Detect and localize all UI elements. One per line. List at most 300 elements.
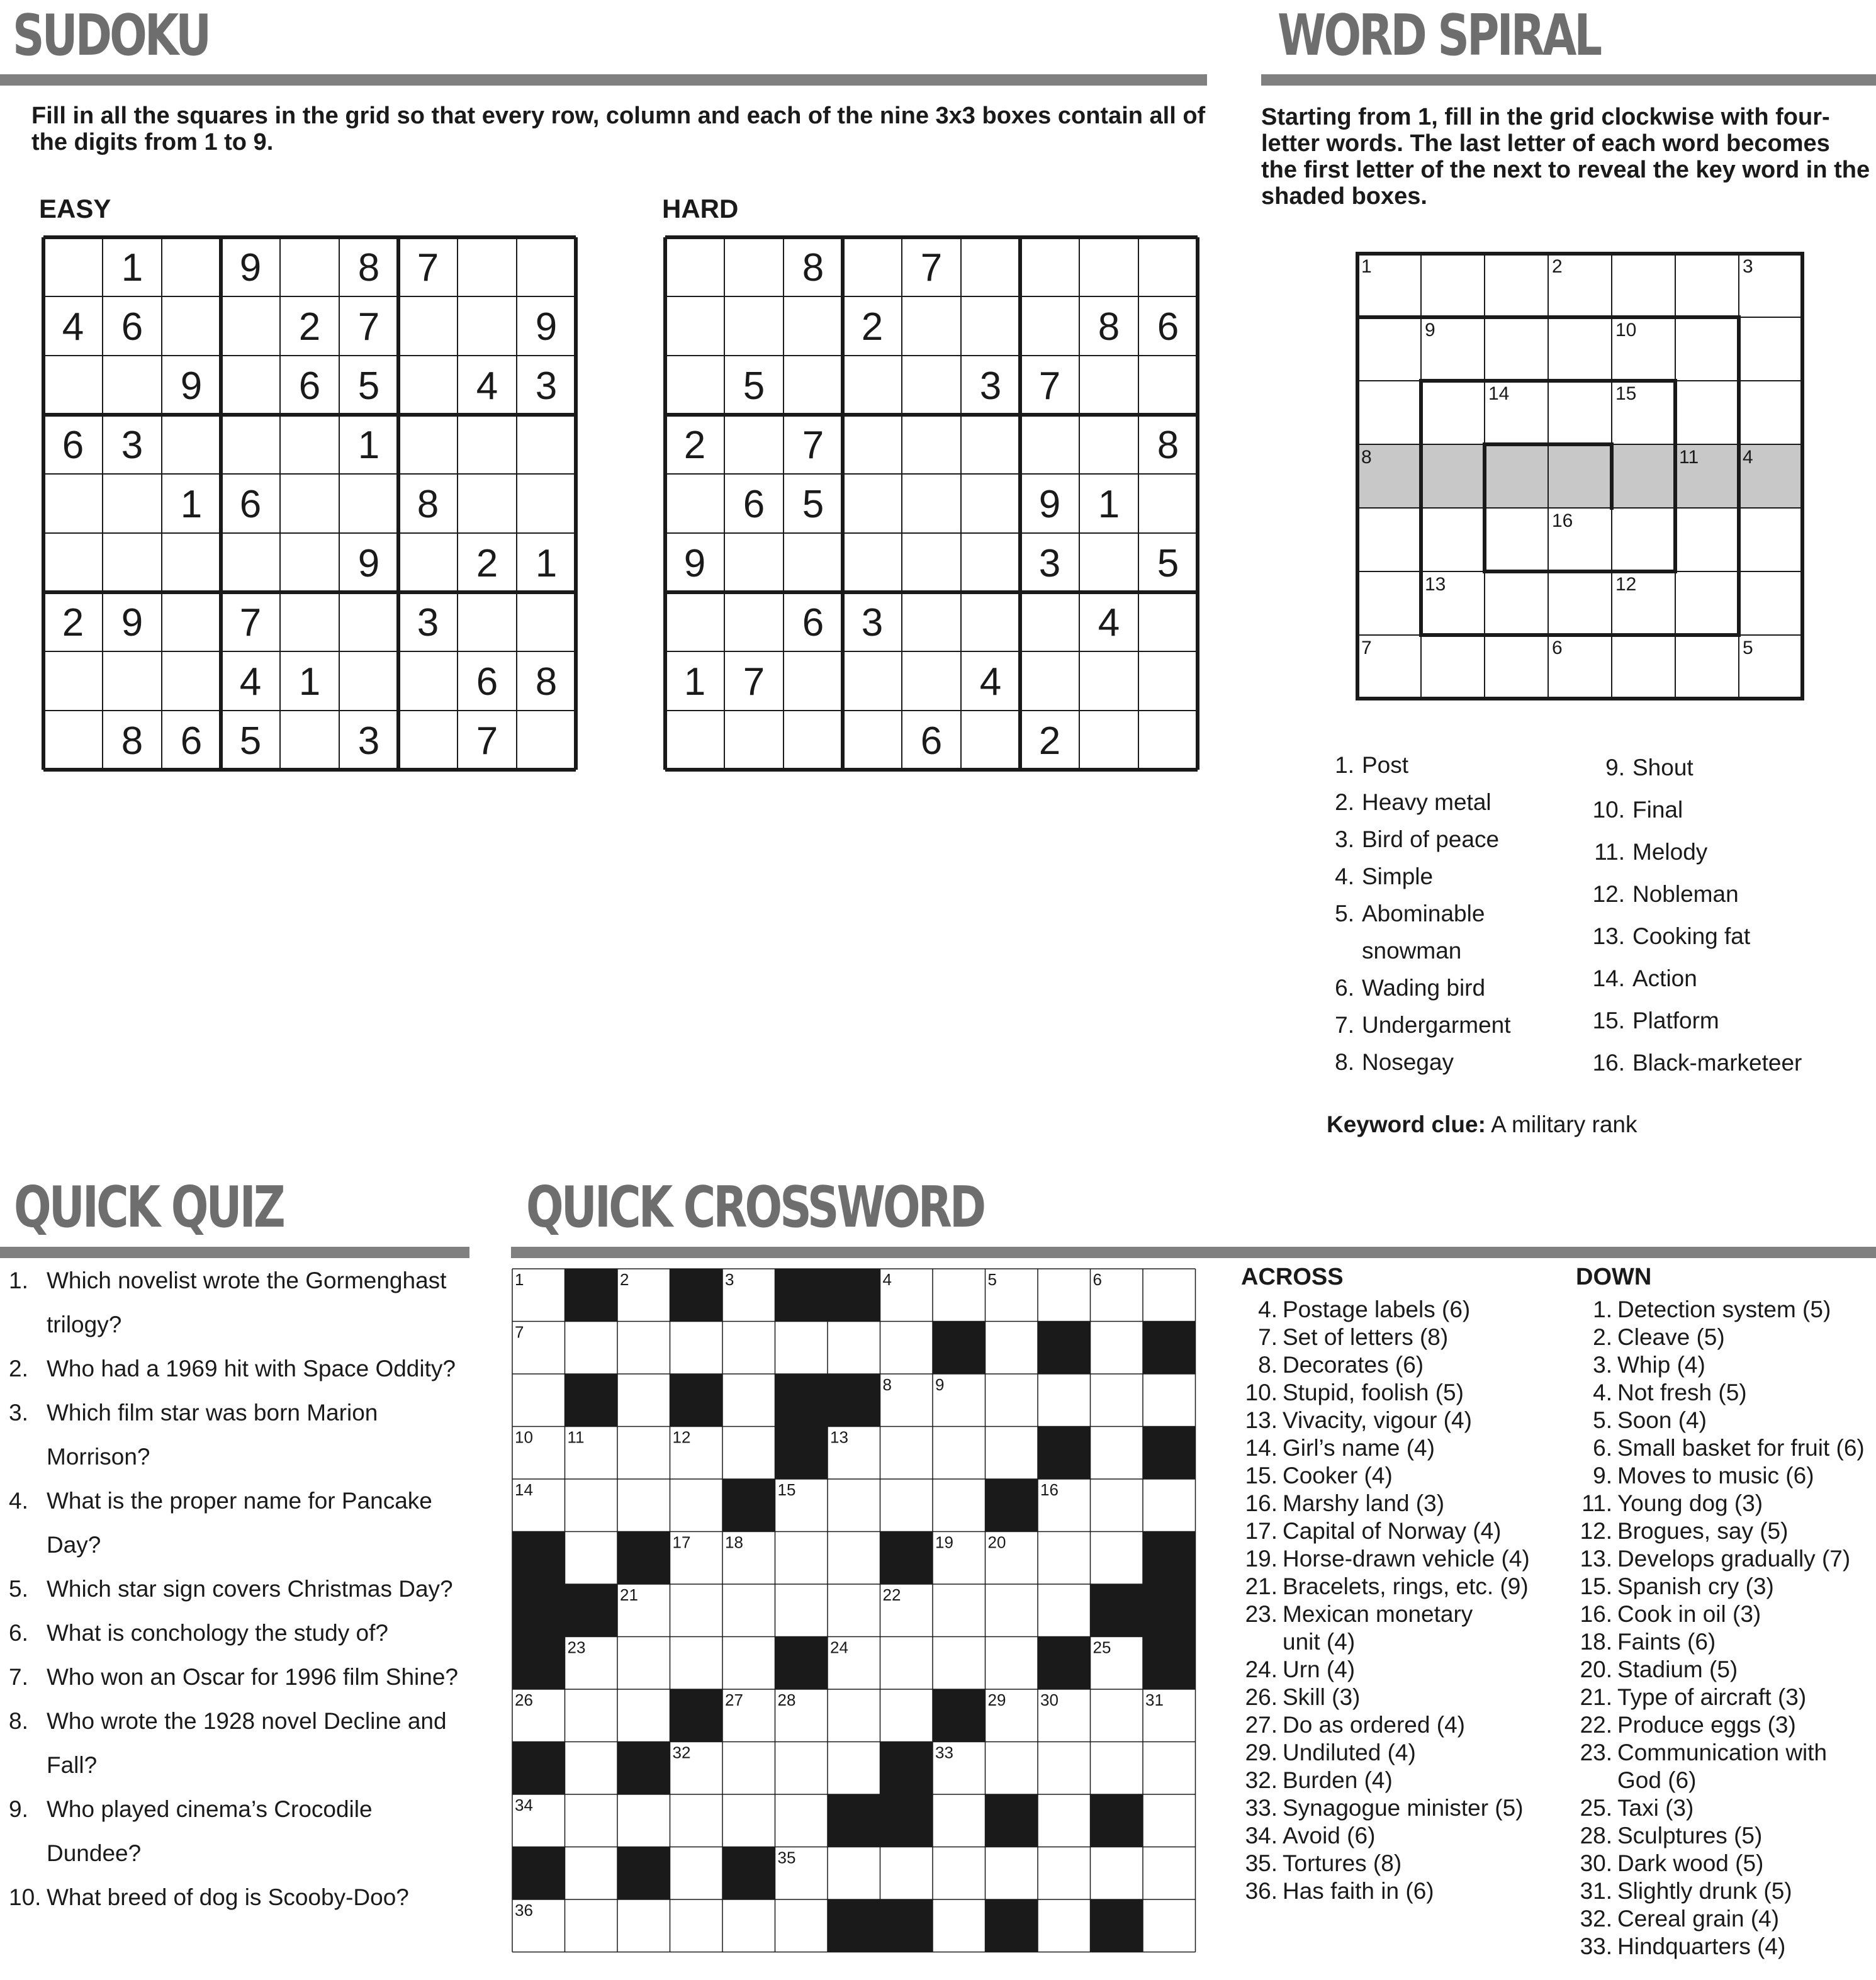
clue-number: 28.: [1580, 1823, 1612, 1848]
question-text: Fall?: [47, 1752, 98, 1778]
sudoku-cell[interactable]: [1081, 653, 1137, 709]
crossword-cell[interactable]: [722, 1584, 775, 1637]
sudoku-given-digit: 2: [683, 424, 706, 467]
sudoku-cell[interactable]: [45, 712, 101, 768]
clue-text: Final: [1632, 797, 1683, 823]
crossword-clue: [1241, 1794, 1556, 1822]
spiral-clue: [1327, 1043, 1511, 1081]
crossword-cell[interactable]: [986, 1427, 1038, 1480]
crossword-black-cell: [933, 1689, 986, 1742]
sudoku-cell[interactable]: [667, 476, 722, 531]
quick-quiz-questions: [9, 1259, 468, 1920]
sudoku-hard-label: HARD: [662, 194, 739, 223]
crossword-black-cell: [670, 1374, 723, 1427]
crossword-cell[interactable]: [670, 1479, 723, 1532]
sudoku-cell[interactable]: [400, 653, 456, 709]
sudoku-cell[interactable]: [726, 535, 782, 590]
crossword-black-cell: [933, 1322, 986, 1375]
clue-number: 33.: [1580, 1933, 1612, 1959]
crossword-cell[interactable]: [1143, 1742, 1196, 1795]
sudoku-cell[interactable]: [459, 417, 515, 472]
sudoku-cell[interactable]: [400, 357, 456, 413]
crossword-cell[interactable]: [722, 1637, 775, 1690]
crossword-cell[interactable]: [986, 1584, 1038, 1637]
sudoku-cell[interactable]: [726, 239, 782, 295]
crossword-black-cell: [512, 1584, 565, 1637]
sudoku-cell[interactable]: [667, 298, 722, 354]
clue-text: Synagogue minister (5): [1283, 1795, 1524, 1821]
word-spiral-grid[interactable]: [1356, 252, 1804, 700]
crossword-cell[interactable]: [828, 1532, 880, 1585]
crossword-cell[interactable]: [1091, 1479, 1143, 1532]
question-text: What is conchology the study of?: [47, 1620, 388, 1646]
sudoku-cell[interactable]: [726, 417, 782, 472]
quiz-question: [9, 1347, 468, 1391]
sudoku-cell[interactable]: [845, 535, 900, 590]
crossword-cell[interactable]: [880, 1847, 933, 1900]
crossword-cell[interactable]: [1091, 1847, 1143, 1900]
crossword-cell[interactable]: [775, 1794, 828, 1847]
sudoku-cell[interactable]: [1140, 712, 1196, 768]
crossword-black-cell: [512, 1742, 565, 1795]
spiral-cell-number: 7: [1361, 638, 1372, 658]
sudoku-cell[interactable]: [667, 357, 722, 413]
clue-number: 10.: [1592, 797, 1625, 823]
crossword-down-clues: [1576, 1264, 1876, 1960]
crossword-cell[interactable]: [617, 1427, 670, 1480]
crossword-cell[interactable]: [722, 1427, 775, 1480]
clue-text: Stupid, foolish (5): [1283, 1380, 1464, 1405]
sudoku-cell[interactable]: [282, 476, 337, 531]
sudoku-cell[interactable]: [400, 417, 456, 472]
sudoku-given-digit: 9: [1038, 483, 1061, 526]
sudoku-given-digit: 5: [802, 483, 824, 526]
crossword-cell[interactable]: [670, 1847, 723, 1900]
spiral-clue: [1327, 746, 1511, 784]
sudoku-cell[interactable]: [164, 298, 219, 354]
crossword-cell-number: 28: [777, 1690, 796, 1709]
crossword-black-cell: [722, 1847, 775, 1900]
sudoku-cell[interactable]: [282, 594, 337, 650]
sudoku-given-digit: 2: [861, 305, 884, 349]
sudoku-cell[interactable]: [904, 298, 959, 354]
sudoku-cell[interactable]: [667, 239, 722, 295]
sudoku-cell[interactable]: [164, 239, 219, 295]
sudoku-cell[interactable]: [400, 298, 456, 354]
crossword-cell[interactable]: [933, 1794, 986, 1847]
crossword-cell[interactable]: [512, 1374, 565, 1427]
sudoku-cell[interactable]: [459, 594, 515, 650]
clue-text: Postage labels (6): [1283, 1297, 1471, 1322]
sudoku-cell[interactable]: [1081, 535, 1137, 590]
sudoku-cell[interactable]: [1022, 417, 1077, 472]
spiral-cell-number: 9: [1425, 320, 1435, 340]
question-text: Morrison?: [47, 1444, 150, 1470]
sudoku-cell[interactable]: [519, 476, 574, 531]
sudoku-cell[interactable]: [45, 476, 101, 531]
clue-number: 12.: [1580, 1518, 1612, 1544]
crossword-cell[interactable]: [880, 1479, 933, 1532]
crossword-cell[interactable]: [828, 1584, 880, 1637]
crossword-black-cell: [880, 1794, 933, 1847]
crossword-cell[interactable]: [775, 1584, 828, 1637]
crossword-cell[interactable]: [1091, 1322, 1143, 1375]
clue-text: Moves to music (6): [1617, 1463, 1814, 1488]
clue-number: 16.: [1592, 1050, 1625, 1076]
sudoku-hard-grid[interactable]: [663, 235, 1199, 772]
sudoku-given-digit: 9: [357, 542, 380, 585]
crossword-cell[interactable]: [1091, 1532, 1143, 1585]
crossword-cell[interactable]: [986, 1637, 1038, 1690]
sudoku-given-digit: 5: [1157, 542, 1179, 585]
crossword-cell[interactable]: [828, 1689, 880, 1742]
sudoku-cell[interactable]: [459, 239, 515, 295]
sudoku-cell[interactable]: [282, 712, 337, 768]
crossword-cell[interactable]: [880, 1637, 933, 1690]
hard-sudoku-svg[interactable]: [663, 235, 1199, 772]
crossword-cell-number: 24: [830, 1638, 848, 1657]
crossword-black-cell: [986, 1899, 1038, 1952]
sudoku-cell[interactable]: [785, 535, 841, 590]
crossword-cell[interactable]: [775, 1899, 828, 1952]
spiral-clue: [1327, 969, 1511, 1006]
sudoku-cell[interactable]: [45, 535, 101, 590]
clue-number: 5.: [1593, 1407, 1612, 1433]
clue-text: Black-marketeer: [1632, 1050, 1802, 1076]
sudoku-cell[interactable]: [282, 535, 337, 590]
sudoku-cell[interactable]: [785, 298, 841, 354]
crossword-cell[interactable]: [933, 1847, 986, 1900]
sudoku-cell[interactable]: [104, 357, 160, 413]
crossword-cell[interactable]: [670, 1584, 723, 1637]
sudoku-cell[interactable]: [164, 417, 219, 472]
crossword-cell[interactable]: [1143, 1899, 1196, 1952]
crossword-cell[interactable]: [670, 1637, 723, 1690]
crossword-clue: [1576, 1573, 1876, 1600]
clue-number: 23.: [1245, 1601, 1278, 1627]
crossword-svg[interactable]: [511, 1268, 1197, 1954]
sudoku-cell[interactable]: [1081, 357, 1137, 413]
sudoku-cell[interactable]: [845, 653, 900, 709]
crossword-cell[interactable]: [828, 1847, 880, 1900]
crossword-cell[interactable]: [933, 1269, 986, 1322]
crossword-cell[interactable]: [617, 1637, 670, 1690]
sudoku-cell[interactable]: [223, 357, 278, 413]
sudoku-cell[interactable]: [1140, 357, 1196, 413]
sudoku-cell[interactable]: [519, 239, 574, 295]
crossword-clue: [1576, 1545, 1876, 1573]
crossword-clue: [1241, 1379, 1556, 1407]
sudoku-cell[interactable]: [341, 653, 396, 709]
crossword-cell[interactable]: [722, 1899, 775, 1952]
crossword-cell[interactable]: [565, 1689, 618, 1742]
crossword-cell[interactable]: [565, 1899, 618, 1952]
sudoku-cell[interactable]: [726, 298, 782, 354]
crossword-cell[interactable]: [565, 1847, 618, 1900]
crossword-black-cell: [775, 1269, 828, 1322]
crossword-cell[interactable]: [722, 1742, 775, 1795]
sudoku-given-digit: 4: [979, 660, 1002, 704]
sudoku-cell[interactable]: [1081, 417, 1137, 472]
crossword-cell[interactable]: [775, 1742, 828, 1795]
sudoku-cell[interactable]: [104, 476, 160, 531]
word-spiral-clues-left: [1327, 746, 1511, 1081]
crossword-cell[interactable]: [775, 1532, 828, 1585]
crossword-cell-number: 16: [1040, 1480, 1059, 1499]
sudoku-cell[interactable]: [963, 298, 1018, 354]
crossword-cell[interactable]: [617, 1479, 670, 1532]
crossword-cell[interactable]: [1038, 1742, 1091, 1795]
sudoku-given-digit: 5: [743, 364, 765, 408]
sudoku-cell[interactable]: [1022, 653, 1077, 709]
clue-text: Set of letters (8): [1283, 1324, 1449, 1350]
crossword-cell[interactable]: [617, 1794, 670, 1847]
sudoku-cell[interactable]: [785, 653, 841, 709]
crossword-cell[interactable]: [617, 1322, 670, 1375]
crossword-cell[interactable]: [617, 1689, 670, 1742]
sudoku-cell[interactable]: [1022, 239, 1077, 295]
sudoku-cell[interactable]: [963, 476, 1018, 531]
question-number: 9.: [9, 1796, 28, 1822]
crossword-cell[interactable]: [986, 1742, 1038, 1795]
crossword-cell[interactable]: [722, 1794, 775, 1847]
clue-text: Develops gradually (7): [1617, 1546, 1851, 1572]
crossword-cell[interactable]: [1038, 1374, 1091, 1427]
crossword-clue: [1241, 1462, 1556, 1490]
crossword-cell[interactable]: [1143, 1847, 1196, 1900]
clue-number: 15.: [1592, 1008, 1625, 1033]
sudoku-cell[interactable]: [104, 535, 160, 590]
spiral-cell-number: 6: [1552, 638, 1563, 658]
crossword-cell[interactable]: [617, 1899, 670, 1952]
clue-number: 11.: [1594, 839, 1625, 865]
sudoku-cell[interactable]: [223, 298, 278, 354]
crossword-cell[interactable]: [670, 1322, 723, 1375]
spiral-clue: [1327, 895, 1511, 932]
clue-number: 36.: [1245, 1878, 1278, 1904]
crossword-cell[interactable]: [933, 1479, 986, 1532]
crossword-cell[interactable]: [986, 1847, 1038, 1900]
sudoku-cell[interactable]: [459, 298, 515, 354]
sudoku-given-digit: 3: [357, 719, 380, 763]
crossword-cell[interactable]: [565, 1479, 618, 1532]
clue-text: Faints (6): [1617, 1629, 1716, 1655]
sudoku-easy-grid[interactable]: [42, 235, 578, 772]
sudoku-cell[interactable]: [963, 535, 1018, 590]
sudoku-cell[interactable]: [282, 417, 337, 472]
sudoku-cell[interactable]: [904, 417, 959, 472]
crossword-black-cell: [986, 1479, 1038, 1532]
crossword-cell-number: 18: [725, 1533, 743, 1552]
crossword-cell[interactable]: [722, 1322, 775, 1375]
crossword-cell[interactable]: [1143, 1794, 1196, 1847]
crossword-cell-number: 34: [515, 1796, 533, 1814]
sudoku-cell[interactable]: [341, 594, 396, 650]
sudoku-cell[interactable]: [845, 239, 900, 295]
crossword-cell[interactable]: [565, 1322, 618, 1375]
sudoku-cell[interactable]: [104, 653, 160, 709]
crossword-cell[interactable]: [933, 1899, 986, 1952]
clue-number: 20.: [1580, 1657, 1612, 1682]
clue-text: Slightly drunk (5): [1617, 1878, 1792, 1904]
crossword-cell[interactable]: [670, 1899, 723, 1952]
sudoku-cell[interactable]: [164, 535, 219, 590]
crossword-cell[interactable]: [1091, 1427, 1143, 1480]
sudoku-cell[interactable]: [726, 594, 782, 650]
clue-text: Girl’s name (4): [1283, 1435, 1435, 1461]
crossword-cell[interactable]: [565, 1794, 618, 1847]
crossword-clue: [1576, 1628, 1876, 1656]
crossword-cell[interactable]: [986, 1374, 1038, 1427]
crossword-cell[interactable]: [1143, 1479, 1196, 1532]
crossword-cell[interactable]: [1091, 1742, 1143, 1795]
crossword-cell-number: 27: [725, 1690, 743, 1709]
crossword-clue: [1576, 1877, 1876, 1905]
crossword-cell[interactable]: [1038, 1794, 1091, 1847]
sudoku-given-digit: 9: [535, 305, 558, 349]
sudoku-given-digit: 8: [535, 660, 558, 704]
crossword-black-cell: [1143, 1584, 1196, 1637]
word-spiral-svg[interactable]: [1356, 252, 1804, 700]
crossword-clue: [1241, 1296, 1556, 1324]
crossword-clue: [1576, 1324, 1876, 1351]
crossword-cell[interactable]: [828, 1742, 880, 1795]
sudoku-cell[interactable]: [904, 594, 959, 650]
sudoku-cell[interactable]: [519, 712, 574, 768]
crossword-black-cell: [617, 1847, 670, 1900]
sudoku-cell[interactable]: [164, 653, 219, 709]
sudoku-cell[interactable]: [667, 712, 722, 768]
crossword-grid[interactable]: [511, 1268, 1197, 1954]
spiral-clue: [1592, 999, 1802, 1042]
sudoku-cell[interactable]: [45, 239, 101, 295]
sudoku-cell[interactable]: [223, 417, 278, 472]
crossword-cell[interactable]: [933, 1584, 986, 1637]
crossword-cell[interactable]: [617, 1374, 670, 1427]
sudoku-cell[interactable]: [519, 594, 574, 650]
sudoku-cell[interactable]: [341, 476, 396, 531]
sudoku-cell[interactable]: [400, 712, 456, 768]
sudoku-cell[interactable]: [845, 417, 900, 472]
sudoku-cell[interactable]: [1022, 298, 1077, 354]
sudoku-cell[interactable]: [963, 417, 1018, 472]
clue-text: Bird of peace: [1362, 826, 1500, 852]
sudoku-cell[interactable]: [282, 239, 337, 295]
sudoku-cell[interactable]: [45, 653, 101, 709]
sudoku-cell[interactable]: [519, 417, 574, 472]
crossword-cell[interactable]: [565, 1742, 618, 1795]
crossword-cell-number: 31: [1145, 1690, 1164, 1709]
crossword-cell[interactable]: [1038, 1269, 1091, 1322]
crossword-cell[interactable]: [670, 1794, 723, 1847]
crossword-cell[interactable]: [775, 1322, 828, 1375]
clue-text: Bracelets, rings, etc. (9): [1283, 1573, 1529, 1599]
crossword-cell[interactable]: [1143, 1374, 1196, 1427]
sudoku-cell[interactable]: [904, 357, 959, 413]
sudoku-cell[interactable]: [963, 712, 1018, 768]
sudoku-cell[interactable]: [785, 712, 841, 768]
crossword-cell[interactable]: [722, 1374, 775, 1427]
sudoku-cell[interactable]: [904, 476, 959, 531]
sudoku-cell[interactable]: [785, 357, 841, 413]
crossword-cell-number: 33: [935, 1743, 953, 1762]
sudoku-given-digit: 5: [357, 364, 380, 408]
crossword-cell[interactable]: [1038, 1899, 1091, 1952]
sudoku-cell[interactable]: [845, 476, 900, 531]
crossword-cell[interactable]: [565, 1532, 618, 1585]
sudoku-given-digit: 8: [417, 483, 439, 526]
sudoku-cell[interactable]: [459, 476, 515, 531]
question-text: trilogy?: [47, 1312, 122, 1337]
sudoku-cell[interactable]: [1140, 239, 1196, 295]
crossword-cell[interactable]: [880, 1427, 933, 1480]
crossword-cell-number: 25: [1092, 1638, 1111, 1657]
sudoku-cell[interactable]: [164, 594, 219, 650]
crossword-cell[interactable]: [880, 1689, 933, 1742]
crossword-cell[interactable]: [1038, 1584, 1091, 1637]
clue-text: Wading bird: [1362, 975, 1486, 1001]
sudoku-cell[interactable]: [904, 535, 959, 590]
sudoku-cell[interactable]: [400, 535, 456, 590]
sudoku-cell[interactable]: [1081, 712, 1137, 768]
question-number: 8.: [9, 1708, 28, 1734]
crossword-cell[interactable]: [933, 1637, 986, 1690]
sudoku-given-digit: 3: [861, 601, 884, 644]
crossword-cell[interactable]: [880, 1322, 933, 1375]
sudoku-cell[interactable]: [845, 357, 900, 413]
crossword-cell[interactable]: [828, 1322, 880, 1375]
crossword-cell-number: 3: [725, 1270, 734, 1289]
crossword-cell[interactable]: [1091, 1374, 1143, 1427]
keyword-label: Keyword clue:: [1327, 1111, 1486, 1137]
sudoku-title-bar: [0, 74, 1207, 86]
crossword-cell[interactable]: [933, 1427, 986, 1480]
sudoku-cell[interactable]: [963, 239, 1018, 295]
crossword-cell[interactable]: [1143, 1269, 1196, 1322]
crossword-clue: [1576, 1767, 1876, 1794]
clue-number: 1.: [1335, 752, 1354, 778]
crossword-cell[interactable]: [828, 1479, 880, 1532]
sudoku-cell[interactable]: [1140, 653, 1196, 709]
spiral-cell-number: 14: [1488, 383, 1510, 404]
sudoku-cell[interactable]: [223, 535, 278, 590]
sudoku-cell[interactable]: [45, 357, 101, 413]
crossword-clue: [1241, 1684, 1556, 1711]
sudoku-cell[interactable]: [1140, 476, 1196, 531]
sudoku-cell[interactable]: [963, 594, 1018, 650]
crossword-cell[interactable]: [1038, 1532, 1091, 1585]
clue-number: 31.: [1580, 1878, 1612, 1904]
clue-number: 32.: [1245, 1767, 1278, 1793]
crossword-cell[interactable]: [1091, 1689, 1143, 1742]
clue-number: 5.: [1335, 901, 1354, 926]
crossword-cell-number: 19: [935, 1533, 953, 1552]
sudoku-cell[interactable]: [845, 712, 900, 768]
crossword-across-clues: [1241, 1264, 1556, 1905]
sudoku-cell[interactable]: [726, 712, 782, 768]
sudoku-cell[interactable]: [904, 653, 959, 709]
sudoku-cell[interactable]: [1140, 594, 1196, 650]
sudoku-cell[interactable]: [1022, 594, 1077, 650]
crossword-cell[interactable]: [986, 1322, 1038, 1375]
sudoku-cell[interactable]: [667, 594, 722, 650]
clue-number: 12.: [1592, 881, 1625, 907]
easy-sudoku-svg[interactable]: [42, 235, 578, 772]
question-text: What is the proper name for Pancake: [47, 1488, 432, 1514]
crossword-cell[interactable]: [1038, 1847, 1091, 1900]
down-heading: DOWN: [1576, 1264, 1652, 1290]
sudoku-cell[interactable]: [1081, 239, 1137, 295]
